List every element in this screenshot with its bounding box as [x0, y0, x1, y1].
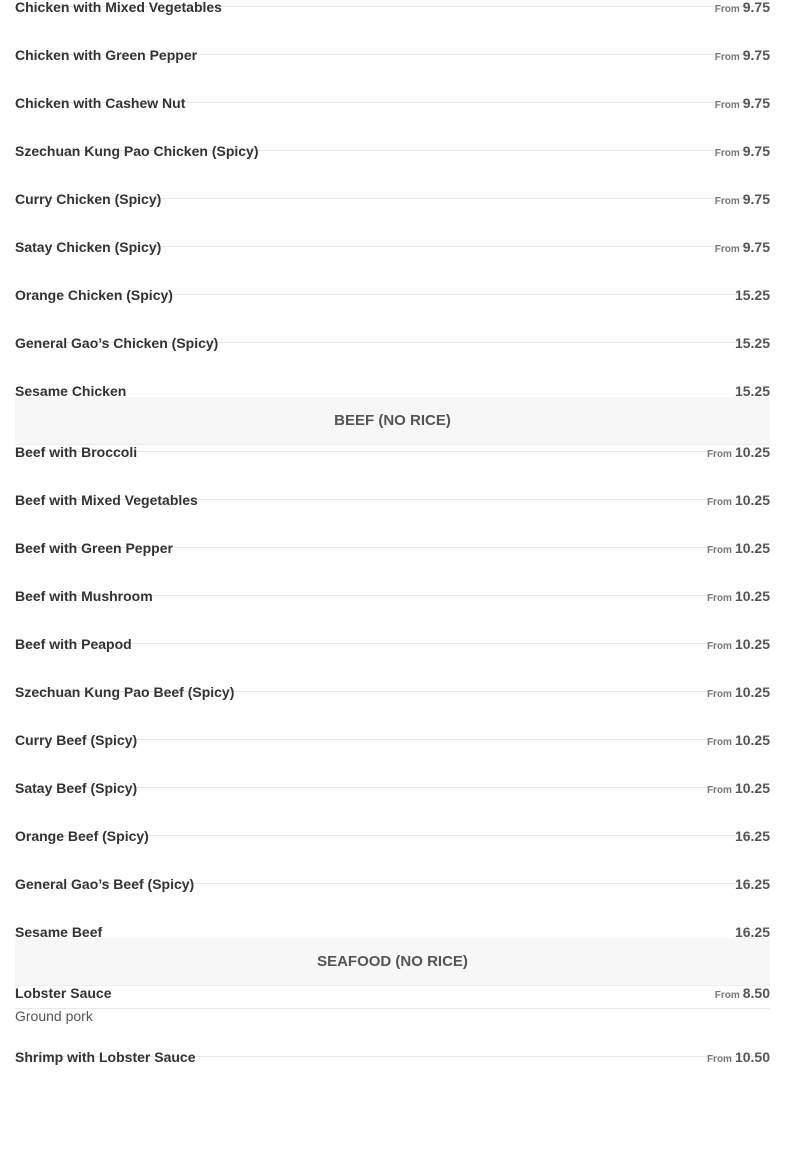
menu-item[interactable] — [15, 151, 770, 207]
price-amount: 15.25 — [734, 383, 770, 399]
seafood-section — [15, 938, 770, 1065]
menu-item[interactable] — [15, 500, 770, 556]
item-name: Beef with Broccoli — [15, 444, 138, 460]
item-name: Szechuan Kung Pao Chicken (Spicy) — [15, 143, 259, 159]
item-name: Lobster Sauce — [15, 985, 112, 1001]
from-label: From — [706, 689, 732, 700]
item-name: Beef with Mushroom — [15, 588, 153, 604]
item-name: Szechuan Kung Pao Beef (Spicy) — [15, 684, 235, 700]
from-label: From — [714, 244, 740, 255]
from-label: From — [706, 449, 732, 460]
item-name: Beef with Peapod — [15, 636, 132, 652]
section-header-beef: BEEF (NO RICE) — [15, 397, 770, 445]
price-amount: 15.25 — [734, 287, 770, 303]
menu-item[interactable] — [15, 343, 770, 399]
item-name: Curry Chicken (Spicy) — [15, 191, 162, 207]
item-name: Chicken with Mixed Vegetables — [15, 0, 222, 15]
menu-item[interactable] — [15, 945, 770, 1024]
price-amount: 10.25 — [734, 780, 770, 796]
item-name: Satay Chicken (Spicy) — [15, 239, 162, 255]
from-label: From — [706, 545, 732, 556]
menu-item[interactable] — [15, 740, 770, 796]
item-name: Shrimp with Lobster Sauce — [15, 1049, 196, 1065]
from-label: From — [714, 100, 740, 111]
menu-item[interactable] — [15, 1009, 770, 1065]
menu-item[interactable] — [15, 692, 770, 748]
item-name: Beef with Green Pepper — [15, 540, 173, 556]
menu-item[interactable] — [15, 103, 770, 159]
from-label: From — [706, 497, 732, 508]
menu-item[interactable] — [15, 548, 770, 604]
menu-item[interactable] — [15, 596, 770, 652]
item-price — [735, 383, 770, 400]
item-name: General Gao’s Chicken (Spicy) — [15, 335, 219, 351]
price-amount: 10.25 — [734, 732, 770, 748]
price-amount: 16.25 — [734, 924, 770, 940]
price-amount: 10.25 — [734, 492, 770, 508]
from-label: From — [706, 593, 732, 604]
price-amount: 10.25 — [734, 684, 770, 700]
item-name: Chicken with Cashew Nut — [15, 95, 186, 111]
beef-section — [15, 397, 770, 940]
menu-item[interactable] — [15, 199, 770, 255]
from-label: From — [714, 4, 740, 15]
menu-item[interactable] — [15, 788, 770, 844]
section-header-seafood: SEAFOOD (NO RICE) — [15, 938, 770, 986]
menu-item[interactable] — [15, 247, 770, 303]
menu-item[interactable] — [15, 55, 770, 111]
menu-item[interactable] — [15, 295, 770, 351]
price-amount: 9.75 — [742, 0, 770, 15]
item-name: Beef with Mixed Vegetables — [15, 492, 198, 508]
item-name: Orange Beef (Spicy) — [15, 828, 149, 844]
price-amount: 9.75 — [742, 191, 770, 207]
price-amount: 9.75 — [742, 95, 770, 111]
menu-item[interactable] — [15, 452, 770, 508]
from-label: From — [706, 641, 732, 652]
price-amount: 15.25 — [734, 335, 770, 351]
from-label: From — [714, 52, 740, 63]
price-amount: 10.50 — [734, 1049, 770, 1065]
price-amount: 9.75 — [742, 143, 770, 159]
from-label: From — [706, 1054, 732, 1065]
item-price — [707, 1049, 770, 1068]
price-amount: 9.75 — [742, 47, 770, 63]
menu-item[interactable] — [15, 836, 770, 892]
item-name: Orange Chicken (Spicy) — [15, 287, 173, 303]
item-name: General Gao’s Beef (Spicy) — [15, 876, 195, 892]
price-amount: 16.25 — [734, 828, 770, 844]
from-label: From — [706, 785, 732, 796]
item-name: Sesame Beef — [15, 924, 103, 940]
item-name: Satay Beef (Spicy) — [15, 780, 138, 796]
chicken-section — [15, 0, 770, 399]
menu-item[interactable] — [15, 644, 770, 700]
menu-item[interactable] — [15, 404, 770, 460]
item-name: Sesame Chicken — [15, 383, 127, 399]
menu-item[interactable] — [15, 7, 770, 63]
price-amount: 8.50 — [742, 985, 770, 1001]
from-label: From — [714, 990, 740, 1001]
price-amount: 10.25 — [734, 444, 770, 460]
item-name: Chicken with Green Pepper — [15, 47, 198, 63]
from-label: From — [706, 737, 732, 748]
from-label: From — [714, 196, 740, 207]
item-name: Curry Beef (Spicy) — [15, 732, 138, 748]
from-label: From — [714, 148, 740, 159]
menu-list — [15, 0, 770, 1065]
menu-item[interactable] — [15, 884, 770, 940]
price-amount: 16.25 — [734, 876, 770, 892]
item-price — [735, 924, 770, 941]
price-amount: 10.25 — [734, 636, 770, 652]
menu-item[interactable] — [15, 0, 770, 15]
item-description: Ground pork — [15, 1008, 93, 1024]
price-amount: 10.25 — [734, 540, 770, 556]
price-amount: 9.75 — [742, 239, 770, 255]
price-amount: 10.25 — [734, 588, 770, 604]
item-price — [715, 985, 770, 1004]
